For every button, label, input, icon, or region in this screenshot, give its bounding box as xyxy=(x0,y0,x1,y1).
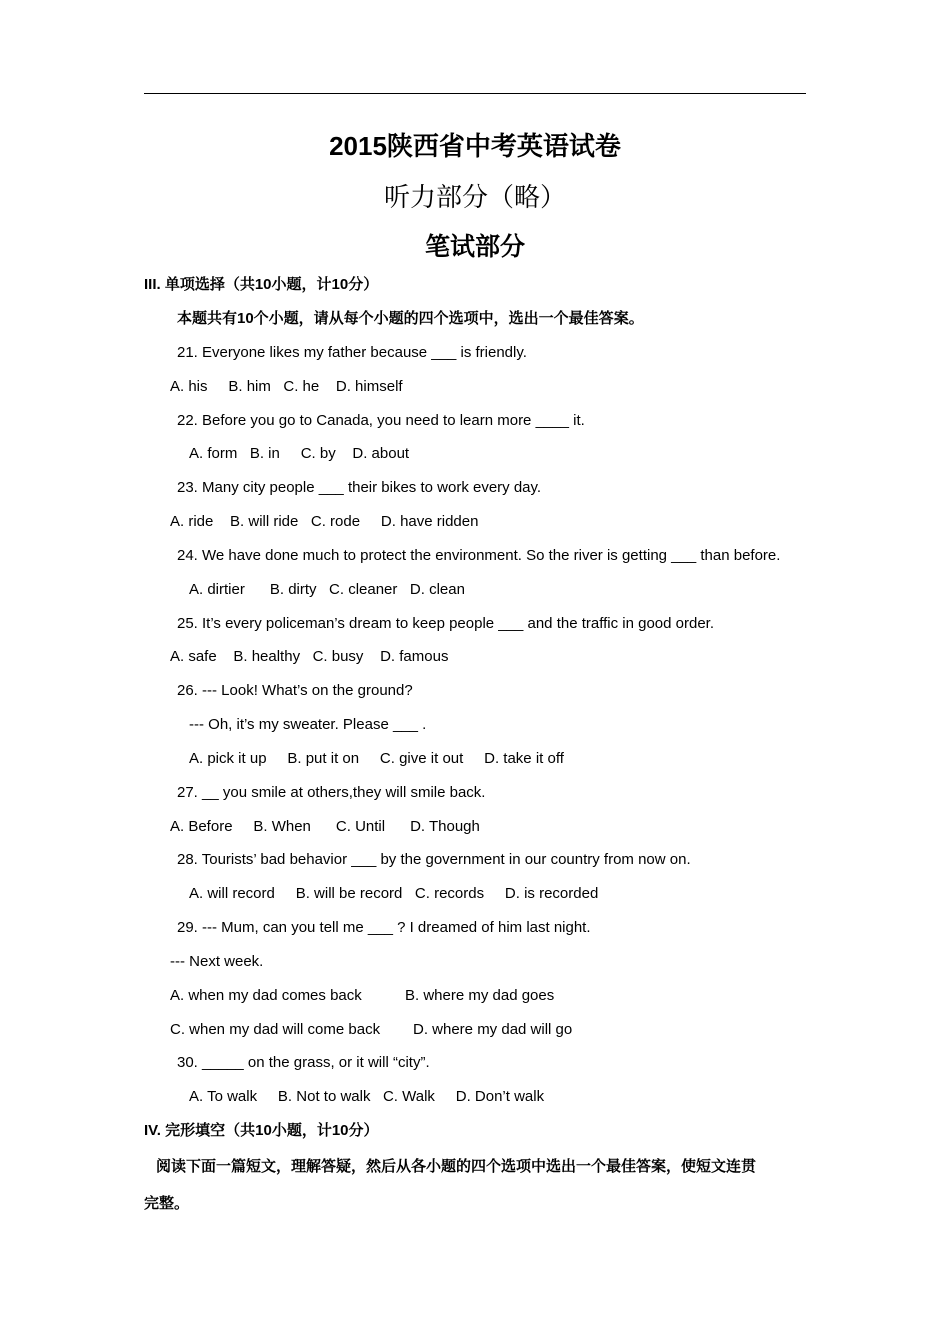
question-24: 24. We have done much to protect the environment. So the river is getting ___ than before. xyxy=(177,547,781,564)
question-26-options: A. pick it up B. put it on C. give it out D. take it off xyxy=(189,750,564,767)
question-29-reply: --- Next week. xyxy=(170,953,264,970)
question-26-reply: --- Oh, it’s my sweater. Please ___ . xyxy=(189,716,427,733)
question-30-options: A. To walk B. Not to walk C. Walk D. Don’t walk xyxy=(189,1088,545,1105)
exam-title: 2015陕西省中考英语试卷 xyxy=(329,131,621,161)
question-24-options: A. dirtier B. dirty C. cleaner D. clean xyxy=(189,581,465,598)
section-4-instruction-line-1: 阅读下面一篇短文，理解答疑，然后从各小题的四个选项中选出一个最佳答案，使短文连贯 xyxy=(156,1158,757,1175)
written-section-title: 笔试部分 xyxy=(424,233,525,261)
section-4-heading: IV. 完形填空（共10小题，计10分） xyxy=(144,1122,379,1139)
question-27: 27. __ you smile at others,they will smile back. xyxy=(177,784,486,801)
question-29: 29. --- Mum, can you tell me ___ ? I dreamed of him last night. xyxy=(177,919,591,936)
question-22-options: A. form B. in C. by D. about xyxy=(189,445,410,462)
listening-section-title: 听力部分（略） xyxy=(383,182,566,212)
question-23: 23. Many city people ___ their bikes to work every day. xyxy=(177,479,542,496)
top-rule xyxy=(144,93,806,94)
question-27-options: A. Before B. When C. Until D. Though xyxy=(170,818,480,835)
question-30: 30. _____ on the grass, or it will “city”. xyxy=(177,1054,430,1071)
question-29-option-a: A. when my dad comes back xyxy=(170,987,362,1004)
question-28: 28. Tourists’ bad behavior ___ by the government in our country from now on. xyxy=(177,851,691,868)
section-3-heading: III. 单项选择（共10小题，计10分） xyxy=(144,276,379,293)
question-29-option-c: C. when my dad will come back xyxy=(170,1021,381,1038)
question-21: 21. Everyone likes my father because ___ is friendly. xyxy=(177,344,527,361)
question-29-option-d: D. where my dad will go xyxy=(413,1021,573,1038)
question-29-option-b: B. where my dad goes xyxy=(405,987,555,1004)
section-4-instruction-line-2: 完整。 xyxy=(144,1195,190,1212)
question-28-options: A. will record B. will be record C. records D. is recorded xyxy=(189,885,599,902)
question-21-options: A. his B. him C. he D. himself xyxy=(170,378,403,395)
question-26: 26. --- Look! What’s on the ground? xyxy=(177,682,413,699)
question-25: 25. It’s every policeman’s dream to keep people ___ and the traffic in good order. xyxy=(177,615,715,632)
question-22: 22. Before you go to Canada, you need to learn more ____ it. xyxy=(177,412,585,429)
question-23-options: A. ride B. will ride C. rode D. have ridden xyxy=(170,513,479,530)
question-25-options: A. safe B. healthy C. busy D. famous xyxy=(170,648,449,665)
section-3-instruction: 本题共有10个小题，请从每个小题的四个选项中，选出一个最佳答案。 xyxy=(177,310,644,327)
